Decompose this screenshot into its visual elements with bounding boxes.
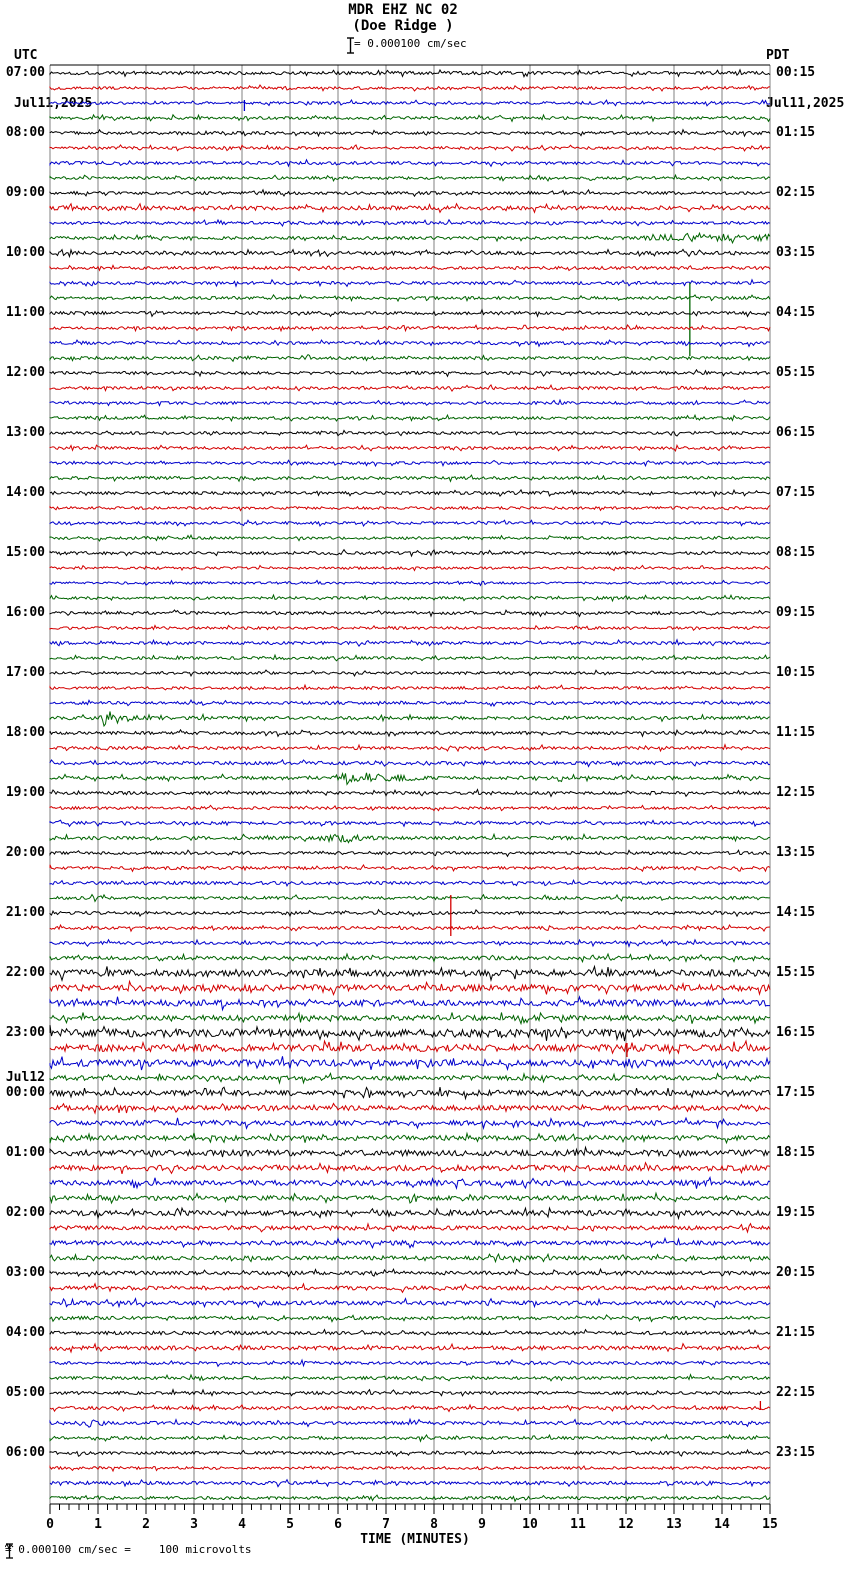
x-tick-label: 6: [334, 1517, 342, 1532]
trace-row-10:45: [50, 295, 770, 301]
utc-hour-label: 04:00: [5, 1325, 45, 1340]
trace-row-09:00: [50, 190, 770, 196]
trace-row-01:45: [50, 1193, 770, 1203]
x-tick-label: 5: [286, 1517, 294, 1532]
trace-row-11:30: [50, 340, 770, 346]
pdt-hour-label: 06:15: [776, 425, 816, 440]
trace-row-23:00: [50, 1025, 770, 1041]
station-title: MDR EHZ NC 02: [348, 2, 458, 18]
utc-hour-label: 13:00: [5, 425, 45, 440]
utc-hour-label: 16:00: [5, 605, 45, 620]
trace-row-10:30: [50, 280, 770, 287]
trace-row-08:00: [50, 130, 770, 136]
trace-row-15:15: [50, 566, 770, 571]
trace-row-16:15: [50, 625, 770, 630]
pdt-hour-label: 22:15: [776, 1385, 816, 1400]
utc-hour-label: 01:00: [5, 1145, 45, 1160]
time-axis-label: TIME (MINUTES): [360, 1532, 470, 1547]
utc-hour-label: 07:00: [5, 65, 45, 80]
trace-row-12:15: [50, 385, 770, 391]
trace-row-04:15: [50, 1344, 770, 1352]
trace-row-02:45: [50, 1254, 770, 1262]
trace-row-14:45: [50, 535, 770, 541]
trace-row-19:45: [50, 834, 770, 842]
trace-row-12:45: [50, 415, 770, 421]
station-subtitle: (Doe Ridge ): [352, 18, 454, 34]
utc-hour-label: 02:00: [5, 1205, 45, 1220]
trace-row-05:30: [50, 1419, 770, 1427]
trace-row-03:00: [50, 1269, 770, 1276]
trace-row-02:15: [50, 1224, 770, 1232]
trace-row-06:45: [50, 1495, 770, 1501]
utc-hour-label: 22:00: [5, 965, 45, 980]
utc-hour-label: 23:00: [5, 1025, 45, 1040]
utc-hour-label: 15:00: [5, 545, 45, 560]
trace-row-00:00: [50, 1087, 770, 1098]
footer-scale-note: [5, 1543, 252, 1556]
x-tick-label: 11: [570, 1517, 586, 1532]
trace-row-16:00: [50, 610, 770, 616]
utc-hour-label: 09:00: [5, 185, 45, 200]
trace-row-17:15: [50, 685, 770, 690]
trace-row-20:00: [50, 850, 770, 856]
trace-row-07:15: [50, 85, 770, 91]
trace-row-13:45: [50, 475, 770, 481]
x-tick-label: 10: [522, 1517, 538, 1532]
pdt-hour-label: 20:15: [776, 1265, 816, 1280]
utc-hour-label: 14:00: [5, 485, 45, 500]
trace-row-02:00: [50, 1208, 770, 1218]
trace-row-04:00: [50, 1330, 770, 1336]
x-tick-label: 15: [762, 1517, 778, 1532]
footer-scale-value: 100 microvolts: [158, 1543, 252, 1556]
utc-hour-label: 20:00: [5, 845, 45, 860]
pdt-hour-label: 17:15: [776, 1085, 816, 1100]
trace-row-07:30: [50, 100, 770, 106]
trace-row-01:00: [50, 1147, 770, 1157]
pdt-date-label: Jul11,2025: [766, 96, 845, 111]
pdt-hour-label: 09:15: [776, 605, 816, 620]
pdt-hour-label: 15:15: [776, 965, 816, 980]
x-tick-label: 12: [618, 1517, 634, 1532]
trace-row-21:30: [50, 940, 770, 947]
trace-row-22:00: [50, 966, 770, 980]
trace-row-10:00: [50, 249, 770, 256]
trace-row-06:15: [50, 1466, 770, 1471]
trace-row-13:00: [50, 431, 770, 437]
trace-row-09:15: [50, 204, 770, 213]
trace-row-16:30: [50, 640, 770, 646]
trace-row-15:00: [50, 550, 770, 556]
trace-row-11:00: [50, 310, 770, 317]
trace-row-19:15: [50, 805, 770, 810]
trace-row-15:30: [50, 581, 770, 586]
pdt-hour-label: 12:15: [776, 785, 816, 800]
pdt-hour-label: 10:15: [776, 665, 816, 680]
trace-row-08:30: [50, 160, 770, 167]
utc-hour-label: 00:00: [5, 1085, 45, 1100]
x-tick-label: 14: [714, 1517, 730, 1532]
trace-row-13:30: [50, 460, 770, 466]
x-tick-label: 1: [94, 1517, 102, 1532]
trace-row-00:45: [50, 1133, 770, 1143]
trace-row-19:30: [50, 820, 770, 826]
trace-row-06:30: [50, 1480, 770, 1487]
trace-row-20:30: [50, 880, 770, 886]
pdt-hour-label: 13:15: [776, 845, 816, 860]
pdt-hour-label: 19:15: [776, 1205, 816, 1220]
trace-row-20:15: [50, 865, 770, 872]
x-tick-label: 8: [430, 1517, 438, 1532]
x-tick-label: 0: [46, 1517, 54, 1532]
trace-row-11:15: [50, 325, 770, 331]
pdt-hour-label: 04:15: [776, 305, 816, 320]
utc-hour-label: 19:00: [5, 785, 45, 800]
trace-row-01:30: [50, 1178, 770, 1189]
trace-row-14:00: [50, 490, 770, 496]
trace-row-17:45: [50, 712, 770, 727]
utc-hour-label: 12:00: [5, 365, 45, 380]
trace-row-10:15: [50, 265, 770, 270]
trace-row-13:15: [50, 445, 770, 451]
trace-row-12:30: [50, 400, 770, 405]
trace-row-18:00: [50, 730, 770, 737]
trace-row-07:45: [50, 115, 770, 122]
pdt-hour-label: 14:15: [776, 905, 816, 920]
utc-hour-label: 17:00: [5, 665, 45, 680]
trace-row-12:00: [50, 370, 770, 377]
trace-row-01:15: [50, 1163, 770, 1174]
utc-hour-label: 05:00: [5, 1385, 45, 1400]
trace-row-17:30: [50, 700, 770, 706]
trace-row-09:45: [50, 233, 770, 243]
trace-row-16:45: [50, 655, 770, 661]
trace-row-03:45: [50, 1315, 770, 1322]
pdt-hour-label: 02:15: [776, 185, 816, 200]
pdt-hour-label: 07:15: [776, 485, 816, 500]
trace-row-14:15: [50, 505, 770, 510]
trace-row-23:45: [50, 1073, 770, 1083]
pdt-hour-label: 23:15: [776, 1445, 816, 1460]
footer-scale-eq: = 0.000100 cm/sec =: [5, 1543, 131, 1556]
trace-row-07:00: [50, 70, 770, 77]
pdt-hour-label: 11:15: [776, 725, 816, 740]
utc-hour-label: 21:00: [5, 905, 45, 920]
pdt-hour-label: 03:15: [776, 245, 816, 260]
utc-date-label: Jul11,2025: [14, 96, 93, 111]
utc-hour-label: 11:00: [5, 305, 45, 320]
trace-row-00:15: [50, 1104, 770, 1114]
trace-row-15:45: [50, 595, 770, 601]
trace-row-11:45: [50, 355, 770, 362]
x-tick-label: 9: [478, 1517, 486, 1532]
trace-row-14:30: [50, 520, 770, 526]
x-tick-label: 3: [190, 1517, 198, 1532]
trace-row-08:15: [50, 145, 770, 151]
trace-row-22:45: [50, 1013, 770, 1024]
utc-hour-label: 08:00: [5, 125, 45, 140]
trace-row-04:30: [50, 1360, 770, 1366]
trace-row-06:00: [50, 1450, 770, 1456]
x-tick-label: 7: [382, 1517, 390, 1532]
scale-label: = 0.000100 cm/sec: [354, 37, 467, 50]
trace-row-23:30: [50, 1056, 770, 1070]
pdt-hour-label: 08:15: [776, 545, 816, 560]
trace-row-03:30: [50, 1299, 770, 1308]
pdt-hour-label: 00:15: [776, 65, 816, 80]
trace-row-05:15: [50, 1405, 770, 1412]
trace-row-04:45: [50, 1375, 770, 1381]
x-tick-label: 2: [142, 1517, 150, 1532]
trace-row-21:00: [50, 910, 770, 917]
trace-row-23:15: [50, 1041, 770, 1053]
trace-row-05:00: [50, 1390, 770, 1396]
trace-row-18:30: [50, 760, 770, 767]
trace-row-09:30: [50, 220, 770, 226]
trace-row-20:45: [50, 895, 770, 902]
trace-row-00:30: [50, 1118, 770, 1129]
trace-row-17:00: [50, 670, 770, 676]
pdt-hour-label: 18:15: [776, 1145, 816, 1160]
trace-row-19:00: [50, 790, 770, 797]
scale-bar-icon: [5, 1543, 14, 1559]
trace-row-18:45: [50, 773, 770, 785]
pdt-hour-label: 05:15: [776, 365, 816, 380]
trace-row-02:30: [50, 1238, 770, 1247]
trace-row-22:15: [50, 981, 770, 994]
utc-timezone-label: UTC: [14, 48, 38, 63]
trace-row-08:45: [50, 175, 770, 181]
trace-row-03:15: [50, 1284, 770, 1293]
pdt-hour-label: 01:15: [776, 125, 816, 140]
utc-hour-label: 10:00: [5, 245, 45, 260]
pdt-timezone-label: PDT: [766, 48, 790, 63]
trace-row-21:45: [50, 954, 770, 962]
pdt-hour-label: 21:15: [776, 1325, 816, 1340]
trace-row-05:45: [50, 1435, 770, 1441]
x-tick-label: 4: [238, 1517, 246, 1532]
x-tick-label: 13: [666, 1517, 682, 1532]
utc-hour-label: 03:00: [5, 1265, 45, 1280]
trace-row-22:30: [50, 997, 770, 1010]
trace-row-21:15: [50, 925, 770, 931]
pdt-hour-label: 16:15: [776, 1025, 816, 1040]
utc-hour-label: 06:00: [5, 1445, 45, 1460]
utc-hour-label: 18:00: [5, 725, 45, 740]
trace-row-18:15: [50, 745, 770, 751]
date-label: Jul12: [5, 1070, 45, 1085]
